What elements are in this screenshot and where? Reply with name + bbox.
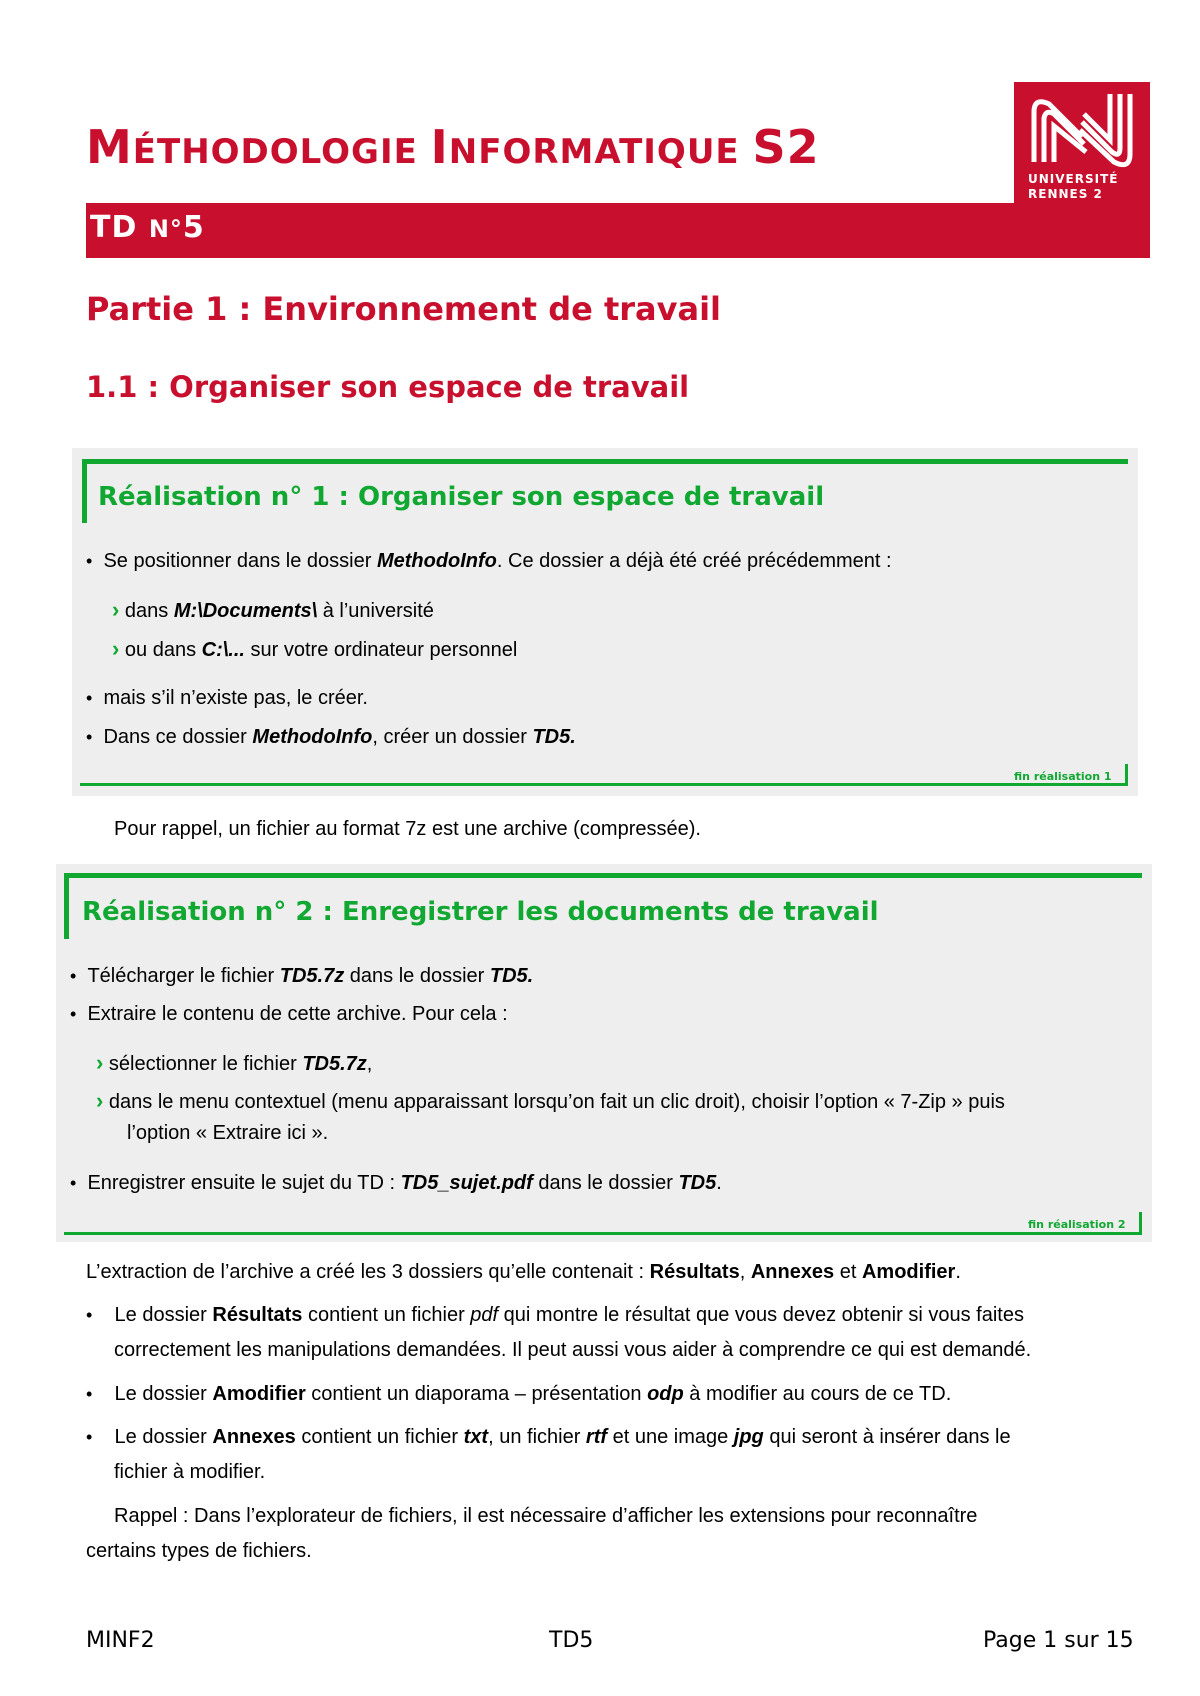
section-heading: 1.1 : Organiser son espace de travail: [86, 370, 690, 404]
reminder-7z: Pour rappel, un fichier au format 7z est une archive (compressée).: [114, 818, 701, 840]
td-banner: [86, 203, 1150, 258]
footer-course-code: MINF2: [86, 1628, 155, 1653]
extraction-item-resultats-cont: correctement les manipulations demandées. Il peut aussi vous aider à comprendre ce qui est demandé.: [114, 1339, 1032, 1361]
td-label: TD N°5: [90, 210, 205, 245]
extraction-item-annexes-cont: fichier à modifier.: [114, 1461, 266, 1483]
chevron-right-icon: ›: [96, 1088, 104, 1113]
realisation-1-title: Réalisation n° 1 : Organiser son espace de travail: [98, 482, 825, 512]
realisation-1-end-mark: [1125, 764, 1128, 786]
realisation-2-subitem-1: › sélectionner le fichier TD5.7z,: [96, 1050, 373, 1075]
rappel-line-1: Rappel : Dans l’explorateur de fichiers, il est nécessaire d’afficher les extensions pour reconnaître: [114, 1505, 978, 1527]
realisation-2-subitem-2-cont: l’option « Extraire ici ».: [127, 1122, 329, 1144]
realisation-2-item-2: • Extraire le contenu de cette archive. Pour cela :: [70, 1003, 508, 1025]
chevron-right-icon: ›: [112, 636, 120, 661]
realisation-1-subitem-1: › dans M:\Documents\ à l’université: [112, 597, 434, 622]
realisation-1-bottom-rule: [80, 783, 1128, 786]
realisation-2-item-3: • Enregistrer ensuite le sujet du TD : TD5_sujet.pdf dans le dossier TD5.: [70, 1172, 722, 1194]
chevron-right-icon: ›: [96, 1050, 104, 1075]
chevron-right-icon: ›: [112, 597, 120, 622]
extraction-intro: L’extraction de l’archive a créé les 3 dossiers qu’elle contenait : Résultats, Annexes et Amodifier.: [86, 1261, 961, 1283]
part-heading: Partie 1 : Environnement de travail: [86, 290, 721, 328]
realisation-2-item-1: • Télécharger le fichier TD5.7z dans le dossier TD5.: [70, 965, 534, 987]
realisation-2-bottom-rule: [64, 1232, 1142, 1235]
realisation-1-top-rule: [82, 459, 1128, 464]
realisation-1-subitem-2: › ou dans C:\... sur votre ordinateur personnel: [112, 636, 518, 661]
rappel-line-2: certains types de fichiers.: [86, 1540, 312, 1562]
realisation-2-subitem-2: › dans le menu contextuel (menu apparaissant lorsqu’on fait un clic droit), choisir l’option « 7-Zip » puis: [96, 1088, 1005, 1113]
realisation-2-left-rule: [64, 873, 69, 939]
extraction-item-resultats: • Le dossier Résultats contient un fichier pdf qui montre le résultat que vous devez obtenir si vous faites: [86, 1304, 1024, 1326]
realisation-1-item-3: • Dans ce dossier MethodoInfo, créer un dossier TD5.: [86, 726, 576, 748]
realisation-2-end-mark: [1139, 1212, 1142, 1235]
realisation-2-end-label: fin réalisation 2: [1028, 1218, 1126, 1231]
footer-td-label: TD5: [549, 1628, 594, 1653]
realisation-2-top-rule: [64, 873, 1142, 878]
footer-page-number: Page 1 sur 15: [983, 1628, 1134, 1653]
logo-text: UNIVERSITÉ RENNES 2: [1028, 172, 1119, 201]
realisation-1-end-label: fin réalisation 1: [1014, 770, 1112, 783]
extraction-item-annexes: • Le dossier Annexes contient un fichier txt, un fichier rtf et une image jpg qui seront à insérer dans le: [86, 1426, 1011, 1448]
realisation-1-left-rule: [82, 459, 87, 523]
realisation-1-item-1: • Se positionner dans le dossier MethodoInfo. Ce dossier a déjà été créé précédemment :: [86, 550, 892, 572]
realisation-1-item-2: • mais s’il n’existe pas, le créer.: [86, 687, 368, 709]
realisation-2-title: Réalisation n° 2 : Enregistrer les documents de travail: [82, 897, 879, 927]
extraction-item-amodifier: • Le dossier Amodifier contient un diaporama – présentation odp à modifier au cours de ce TD.: [86, 1383, 952, 1405]
document-title: MÉTHODOLOGIE INFORMATIQUE S2: [86, 120, 820, 174]
